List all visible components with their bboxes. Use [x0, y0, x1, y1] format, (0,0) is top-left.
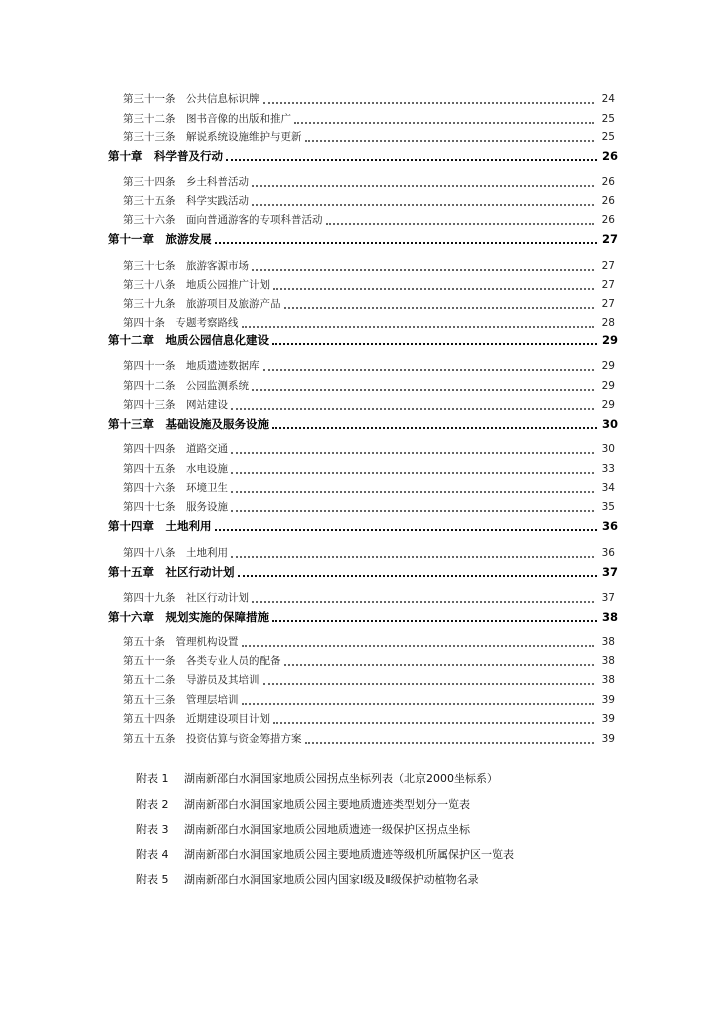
toc-page-number: 38 — [601, 674, 615, 686]
dot-leader — [242, 316, 595, 328]
toc-entry-title: 第三十七条 旅游客源市场 — [123, 260, 249, 272]
appendix-title: 湖南新邵白水洞国家地质公园地质遗迹一级保护区拐点坐标 — [184, 823, 470, 836]
toc-page-number: 27 — [601, 260, 615, 272]
toc-entry-title: 第四十一条 地质遗迹数据库 — [123, 360, 260, 372]
dot-leader — [272, 418, 597, 429]
toc-page-number: 38 — [601, 655, 615, 667]
dot-leader — [272, 334, 597, 345]
toc-chapter-entry[interactable] — [108, 148, 618, 164]
dot-leader — [215, 233, 598, 244]
toc-entry-title: 第十一章 旅游发展 — [108, 232, 212, 246]
toc-section-entry[interactable] — [123, 672, 615, 688]
dot-leader — [252, 591, 594, 603]
toc-entry-title: 第十五章 社区行动计划 — [108, 565, 235, 579]
toc-section-entry[interactable] — [123, 91, 615, 107]
toc-chapter-entry[interactable] — [108, 564, 618, 580]
toc-page-number: 27 — [601, 298, 615, 310]
toc-section-entry[interactable] — [123, 277, 615, 293]
toc-chapter-entry[interactable] — [108, 416, 618, 432]
dot-leader — [215, 520, 598, 531]
toc-chapter-entry[interactable] — [108, 332, 618, 348]
toc-section-entry[interactable] — [123, 111, 615, 127]
toc-page-number: 27 — [601, 279, 615, 291]
toc-entry-title: 第十四章 土地利用 — [108, 519, 212, 533]
toc-section-entry[interactable] — [123, 692, 615, 708]
dot-leader — [284, 297, 595, 309]
toc-page-number: 27 — [601, 232, 618, 246]
dot-leader — [326, 213, 595, 225]
toc-page-number: 29 — [601, 399, 615, 411]
toc-chapter-entry[interactable] — [108, 231, 618, 247]
toc-section-entry[interactable] — [123, 174, 615, 190]
toc-entry-title: 第五十条 管理机构设置 — [123, 636, 239, 648]
toc-section-entry[interactable] — [123, 711, 615, 727]
dot-leader — [273, 712, 594, 724]
toc-section-entry[interactable] — [123, 193, 615, 209]
dot-leader — [231, 500, 594, 512]
toc-page-number: 24 — [601, 93, 615, 105]
toc-entry-title: 第三十五条 科学实践活动 — [123, 195, 249, 207]
appendix-label: 附表 2 — [136, 798, 169, 811]
toc-entry-title: 第三十八条 地质公园推广计划 — [123, 279, 270, 291]
toc-entry-title: 第五十一条 各类专业人员的配备 — [123, 655, 281, 667]
toc-page-number: 38 — [601, 610, 618, 624]
toc-entry-title: 第十三章 基础设施及服务设施 — [108, 417, 269, 431]
toc-page-number: 29 — [601, 360, 615, 372]
toc-entry-title: 第三十二条 图书音像的出版和推广 — [123, 113, 291, 125]
dot-leader — [305, 732, 595, 744]
toc-page-number: 30 — [601, 443, 615, 455]
appendix-title: 湖南新邵白水洞国家地质公园内国家Ⅰ级及Ⅱ级保护动植物名录 — [184, 873, 479, 886]
toc-section-entry[interactable] — [123, 634, 615, 650]
toc-entry-title: 第四十四条 道路交通 — [123, 443, 228, 455]
toc-page-number: 34 — [601, 482, 615, 494]
toc-page-number: 25 — [601, 131, 615, 143]
appendix-item[interactable] — [136, 797, 470, 813]
dot-leader — [272, 611, 597, 622]
dot-leader — [263, 92, 595, 104]
toc-entry-title: 第十章 科学普及行动 — [108, 149, 223, 163]
toc-entry-title: 第四十七条 服务设施 — [123, 501, 228, 513]
toc-page-number: 25 — [601, 113, 615, 125]
toc-page-number: 26 — [601, 149, 618, 163]
toc-page-number: 36 — [601, 547, 615, 559]
dot-leader — [242, 635, 595, 647]
toc-entry-title: 第三十四条 乡土科普活动 — [123, 176, 249, 188]
toc-chapter-entry[interactable] — [108, 609, 618, 625]
toc-page-number: 26 — [601, 176, 615, 188]
toc-chapter-entry[interactable] — [108, 518, 618, 534]
dot-leader — [242, 693, 595, 705]
appendix-label: 附表 3 — [136, 823, 169, 836]
dot-leader — [273, 278, 594, 290]
dot-leader — [231, 442, 594, 454]
dot-leader — [263, 359, 595, 371]
toc-entry-title: 第四十八条 土地利用 — [123, 547, 228, 559]
toc-entry-title: 第五十三条 管理层培训 — [123, 694, 239, 706]
toc-entry-title: 第三十六条 面向普通游客的专项科普活动 — [123, 214, 323, 226]
dot-leader — [294, 112, 594, 124]
appendix-label: 附表 5 — [136, 873, 169, 886]
appendix-label: 附表 4 — [136, 848, 169, 861]
toc-section-entry[interactable] — [123, 296, 615, 312]
toc-entry-title: 第三十一条 公共信息标识牌 — [123, 93, 260, 105]
appendix-item[interactable] — [136, 771, 498, 787]
toc-section-entry[interactable] — [123, 590, 615, 606]
toc-page-number: 37 — [601, 592, 615, 604]
toc-section-entry[interactable] — [123, 545, 615, 561]
dot-leader — [252, 379, 594, 391]
toc-section-entry[interactable] — [123, 258, 615, 274]
toc-entry-title: 第五十五条 投资估算与资金筹措方案 — [123, 733, 302, 745]
toc-entry-title: 第五十二条 导游员及其培训 — [123, 674, 260, 686]
toc-entry-title: 第四十三条 网站建设 — [123, 399, 228, 411]
toc-section-entry[interactable] — [123, 653, 615, 669]
dot-leader — [252, 259, 594, 271]
dot-leader — [231, 398, 594, 410]
dot-leader — [231, 481, 594, 493]
dot-leader — [238, 566, 598, 577]
toc-page-number: 39 — [601, 713, 615, 725]
toc-page-number: 26 — [601, 195, 615, 207]
toc-entry-title: 第四十六条 环境卫生 — [123, 482, 228, 494]
appendix-item[interactable] — [136, 872, 479, 888]
appendix-title: 湖南新邵白水洞国家地质公园拐点坐标列表（北京2000坐标系） — [184, 772, 498, 785]
toc-entry-title: 第四十二条 公园监测系统 — [123, 380, 249, 392]
appendix-item[interactable] — [136, 847, 514, 863]
toc-page-number: 29 — [601, 333, 618, 347]
toc-entry-title: 第三十三条 解说系统设施维护与更新 — [123, 131, 302, 143]
dot-leader — [231, 462, 594, 474]
dot-leader — [252, 194, 594, 206]
toc-page-number: 30 — [601, 417, 618, 431]
appendix-label: 附表 1 — [136, 772, 169, 785]
toc-section-entry[interactable] — [123, 731, 615, 747]
dot-leader — [263, 673, 595, 685]
toc-section-entry[interactable] — [123, 315, 615, 331]
toc-section-entry[interactable] — [123, 129, 615, 145]
dot-leader — [226, 150, 597, 161]
toc-entry-title: 第三十九条 旅游项目及旅游产品 — [123, 298, 281, 310]
toc-entry-title: 第十六章 规划实施的保障措施 — [108, 610, 269, 624]
toc-entry-title: 第四十五条 水电设施 — [123, 463, 228, 475]
dot-leader — [252, 175, 594, 187]
toc-page-number: 38 — [601, 636, 615, 648]
appendix-item[interactable] — [136, 822, 470, 838]
appendix-title: 湖南新邵白水洞国家地质公园主要地质遗迹类型划分一览表 — [184, 798, 470, 811]
toc-page-number: 29 — [601, 380, 615, 392]
toc-page-number: 33 — [601, 463, 615, 475]
toc-entry-title: 第四十条 专题考察路线 — [123, 317, 239, 329]
toc-page-number: 37 — [601, 565, 618, 579]
toc-section-entry[interactable] — [123, 397, 615, 413]
toc-page-number: 26 — [601, 214, 615, 226]
toc-entry-title: 第四十九条 社区行动计划 — [123, 592, 249, 604]
toc-section-entry[interactable] — [123, 441, 615, 457]
toc-entry-title: 第五十四条 近期建设项目计划 — [123, 713, 270, 725]
toc-page-number: 39 — [601, 733, 615, 745]
dot-leader — [284, 654, 595, 666]
dot-leader — [231, 546, 594, 558]
toc-page-number: 36 — [601, 519, 618, 533]
toc-page-number: 35 — [601, 501, 615, 513]
toc-section-entry[interactable] — [123, 358, 615, 374]
toc-section-entry[interactable] — [123, 461, 615, 477]
toc-entry-title: 第十二章 地质公园信息化建设 — [108, 333, 269, 347]
dot-leader — [305, 130, 595, 142]
toc-section-entry[interactable] — [123, 480, 615, 496]
toc-page-number: 39 — [601, 694, 615, 706]
toc-page-number: 28 — [601, 317, 615, 329]
appendix-title: 湖南新邵白水洞国家地质公园主要地质遗迹等级机所属保护区一览表 — [184, 848, 514, 861]
toc-section-entry[interactable] — [123, 212, 615, 228]
toc-section-entry[interactable] — [123, 378, 615, 394]
toc-section-entry[interactable] — [123, 499, 615, 515]
